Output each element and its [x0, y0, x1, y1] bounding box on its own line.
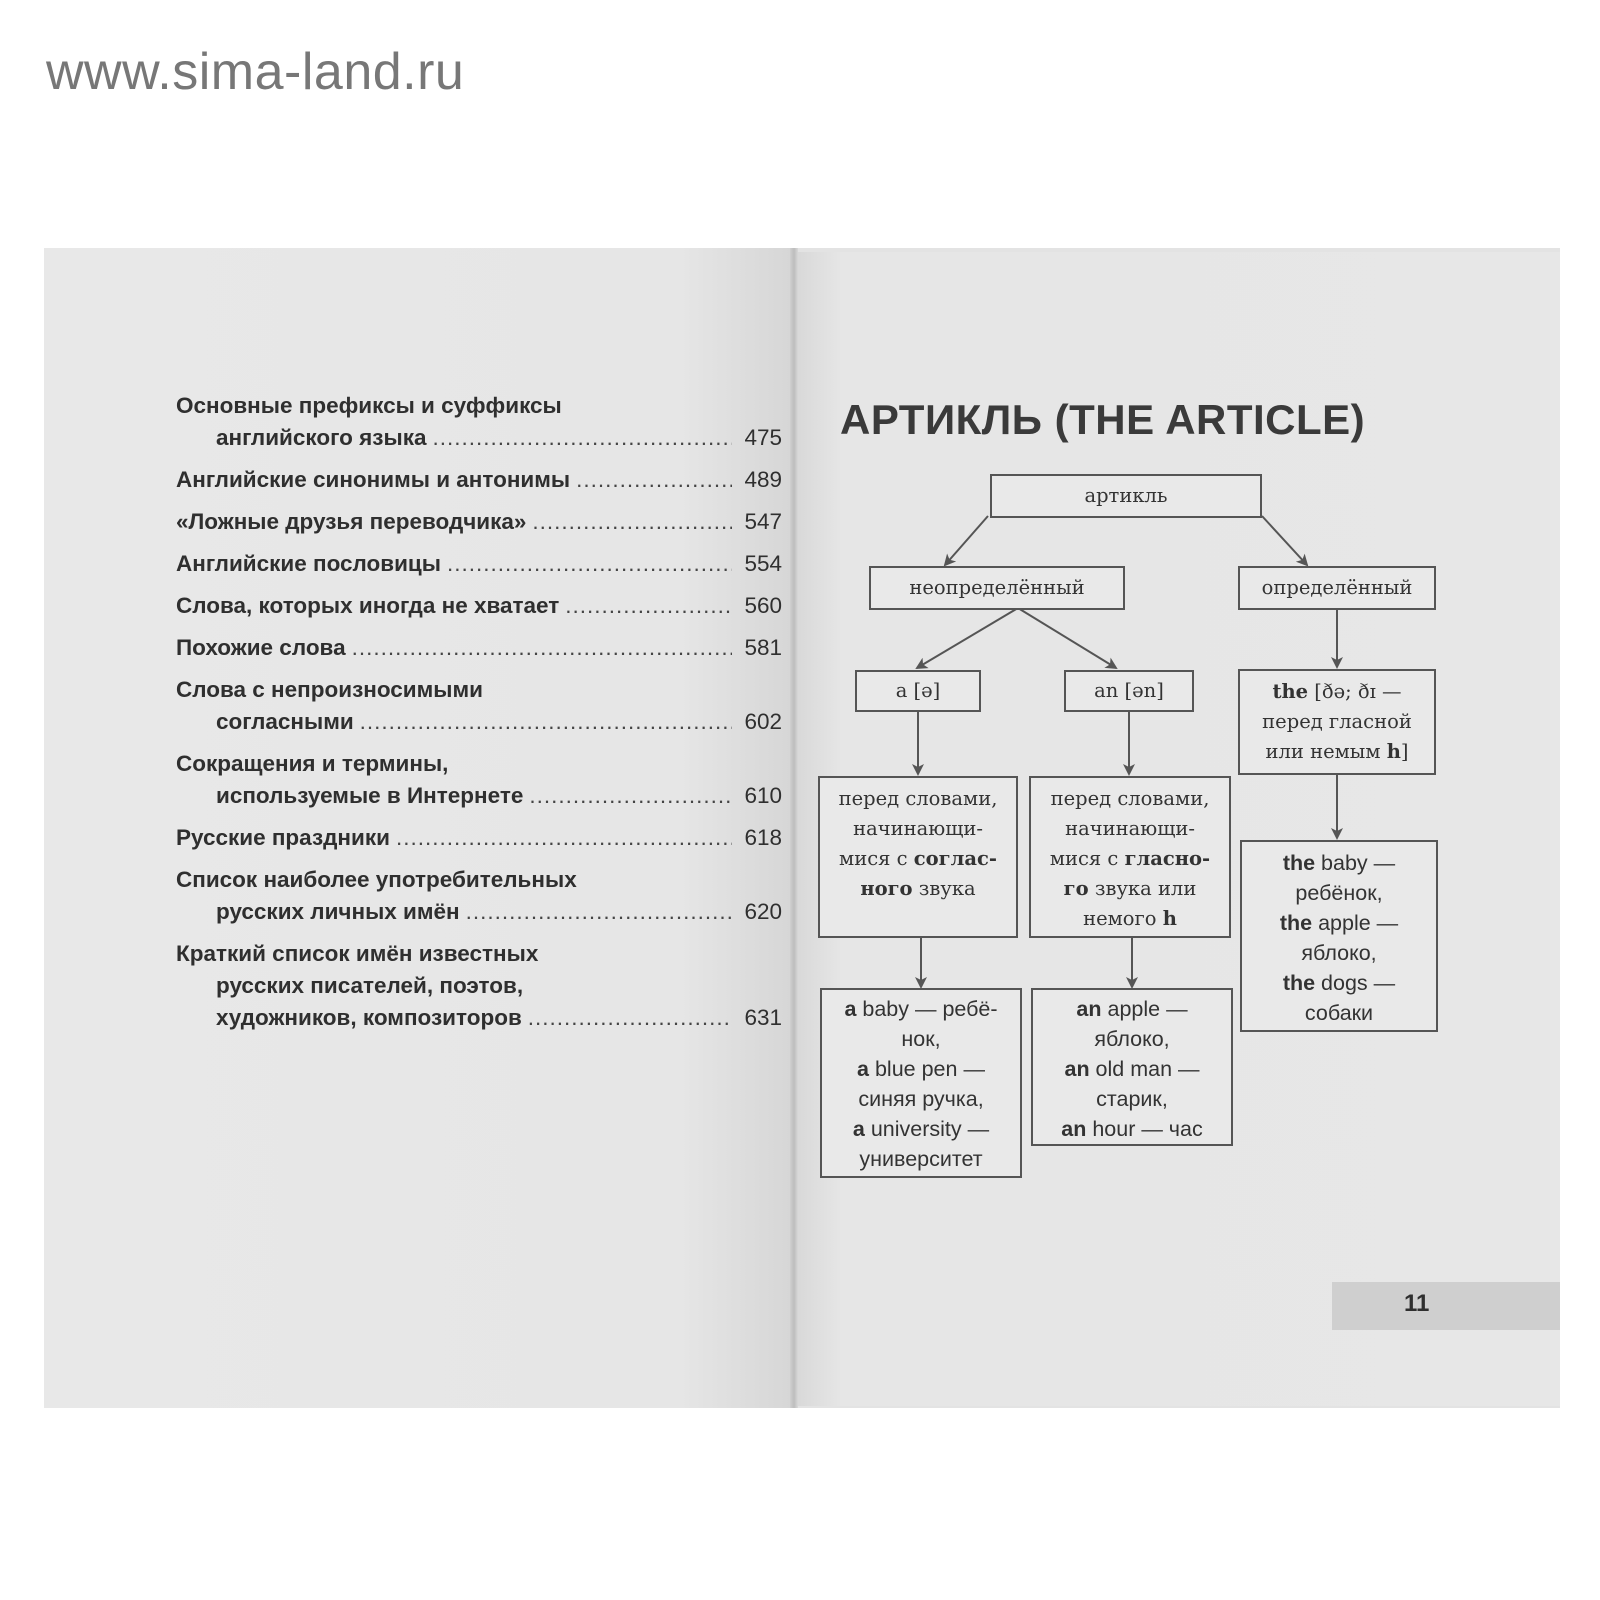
example-line	[822, 1144, 1020, 1174]
toc-entry-line	[176, 590, 782, 622]
a-rule-line3: мися с	[839, 847, 914, 870]
example-text: собаки	[1304, 1001, 1374, 1025]
the-form-article: the	[1272, 680, 1309, 703]
toc-entry-line	[176, 506, 782, 538]
example-article: an	[1061, 1117, 1087, 1141]
example-line	[1242, 848, 1436, 878]
example-line	[1242, 998, 1436, 1028]
toc-entry-title: английского языка	[216, 425, 427, 450]
example-text: яблоко,	[1301, 941, 1377, 965]
toc-entry-title: русских личных имён	[216, 899, 460, 924]
table-of-contents	[176, 390, 782, 1044]
book-spine	[790, 248, 798, 1408]
toc-leader-dots	[565, 590, 732, 622]
node-an-examples	[1031, 988, 1233, 1146]
toc-entry-line	[176, 464, 782, 496]
a-rule-line1: перед словами,	[838, 787, 998, 810]
example-line	[822, 1084, 1020, 1114]
an-rule-line5: немого	[1083, 907, 1163, 930]
example-line	[1033, 1084, 1231, 1114]
example-article: the	[1279, 911, 1313, 935]
toc-entry	[176, 864, 782, 928]
toc-entry-line	[176, 422, 782, 454]
page-number: 11	[1404, 1290, 1430, 1317]
an-rule-line4-bold: го	[1063, 877, 1089, 900]
toc-page-number: 620	[744, 899, 782, 924]
example-line	[822, 1054, 1020, 1084]
toc-entry-title: Слова, которых иногда не хватает	[176, 593, 560, 618]
toc-entry-line	[176, 548, 782, 580]
node-definite	[1238, 566, 1436, 610]
example-text: baby — ребё-	[856, 997, 998, 1021]
node-an-form	[1064, 670, 1194, 712]
toc-entry	[176, 506, 782, 538]
toc-page-number: 489	[744, 467, 782, 492]
the-form-h: h	[1386, 740, 1401, 763]
toc-entry-title: Слова с непроизносимыми	[176, 677, 483, 702]
toc-entry-title: «Ложные друзья переводчика»	[176, 509, 527, 534]
an-rule-line3-bold: гласно-	[1124, 847, 1211, 870]
toc-entry-line	[176, 1002, 782, 1034]
toc-entry-title: Английские синонимы и антонимы	[176, 467, 571, 492]
toc-entry-title: согласными	[216, 709, 354, 734]
example-article: an	[1064, 1057, 1090, 1081]
the-form-bracket: ]	[1400, 740, 1409, 763]
node-the-examples	[1240, 840, 1438, 1032]
toc-leader-dots	[532, 506, 732, 538]
toc-leader-dots	[360, 706, 732, 738]
toc-leader-dots	[447, 548, 732, 580]
example-line	[822, 1024, 1020, 1054]
a-rule-line4-bold: ного	[860, 877, 913, 900]
toc-entry	[176, 748, 782, 812]
example-line	[1242, 908, 1436, 938]
toc-entry-title: Основные префиксы и суффиксы	[176, 393, 562, 418]
example-text: baby —	[1315, 851, 1396, 875]
example-line	[1242, 938, 1436, 968]
page-title: АРТИКЛЬ (THE ARTICLE)	[840, 396, 1366, 443]
example-line	[1033, 1114, 1231, 1144]
example-text: университет	[859, 1147, 983, 1171]
example-text: blue pen —	[869, 1057, 985, 1081]
example-line	[1033, 1024, 1231, 1054]
toc-page-number: 581	[744, 635, 782, 660]
example-article: the	[1282, 851, 1316, 875]
example-line	[1242, 878, 1436, 908]
toc-page-number: 560	[744, 593, 782, 618]
example-text: яблоко,	[1094, 1027, 1170, 1051]
node-the-form	[1238, 669, 1436, 775]
toc-page-number: 618	[744, 825, 782, 850]
toc-entry-title: Сокращения и термины,	[176, 751, 449, 776]
toc-page-number: 547	[744, 509, 782, 534]
toc-entry	[176, 464, 782, 496]
an-rule-line1: перед словами,	[1050, 787, 1210, 810]
toc-entry-title: Русские праздники	[176, 825, 390, 850]
toc-entry	[176, 674, 782, 738]
toc-entry-title: русских писателей, поэтов,	[216, 973, 524, 998]
example-text: apple —	[1101, 997, 1188, 1021]
watermark-url: www.sima-land.ru	[46, 43, 465, 101]
node-a-examples	[820, 988, 1022, 1178]
toc-entry-title: Краткий список имён известных	[176, 941, 539, 966]
example-article: an	[1076, 997, 1102, 1021]
toc-entry	[176, 548, 782, 580]
example-text: ребёнок,	[1295, 881, 1383, 905]
node-a-form	[855, 670, 981, 712]
example-text: dogs —	[1315, 971, 1396, 995]
example-article: a	[857, 1057, 869, 1081]
example-text: university —	[864, 1117, 990, 1141]
node-a-form-label: a [ə]	[895, 679, 941, 702]
node-definite-label: определённый	[1261, 576, 1413, 599]
example-line	[1242, 968, 1436, 998]
toc-entry-title: используемые в Интернете	[216, 783, 524, 808]
toc-entry-line	[176, 780, 782, 812]
example-article: the	[1282, 971, 1316, 995]
example-article: a	[844, 997, 857, 1021]
example-text: apple —	[1312, 911, 1399, 935]
toc-entry	[176, 590, 782, 622]
toc-entry	[176, 822, 782, 854]
toc-leader-dots	[466, 896, 732, 928]
a-rule-line2: начинающи-	[853, 817, 983, 840]
toc-page-number: 554	[744, 551, 782, 576]
node-indefinite-label: неопределённый	[909, 576, 1085, 599]
toc-entry-title: художников, композиторов	[216, 1005, 522, 1030]
node-a-rule	[818, 776, 1018, 938]
example-line	[1033, 1054, 1231, 1084]
the-form-line3: или немым	[1265, 740, 1387, 763]
toc-entry	[176, 632, 782, 664]
toc-leader-dots	[352, 632, 732, 664]
node-indefinite	[869, 566, 1125, 610]
toc-page-number: 602	[744, 709, 782, 734]
an-rule-line4: звука или	[1088, 877, 1197, 900]
toc-leader-dots	[576, 464, 732, 496]
example-text: нок,	[901, 1027, 941, 1051]
node-an-rule	[1029, 776, 1231, 938]
an-rule-line2: начинающи-	[1065, 817, 1195, 840]
the-form-line2: перед гласной	[1262, 710, 1412, 733]
example-article: a	[852, 1117, 865, 1141]
an-rule-line5-bold: h	[1162, 907, 1177, 930]
example-text: hour — час	[1086, 1117, 1203, 1141]
an-rule-line3: мися с	[1049, 847, 1125, 870]
example-line	[1033, 994, 1231, 1024]
the-form-text: [ðə; ðɪ —	[1308, 680, 1402, 703]
toc-leader-dots	[528, 1002, 732, 1034]
page-number-band	[1332, 1282, 1560, 1330]
toc-entry-line	[176, 822, 782, 854]
example-line	[822, 994, 1020, 1024]
a-rule-line3-bold: соглас-	[913, 847, 997, 870]
toc-page-number: 610	[744, 783, 782, 808]
example-text: old man —	[1089, 1057, 1200, 1081]
toc-entry-line	[176, 896, 782, 928]
toc-page-number: 475	[744, 425, 782, 450]
toc-page-number: 631	[744, 1005, 782, 1030]
example-text: старик,	[1096, 1087, 1168, 1111]
node-an-form-label: an [ən]	[1094, 679, 1164, 702]
toc-entry-line	[176, 632, 782, 664]
toc-leader-dots	[529, 780, 732, 812]
toc-entry	[176, 938, 782, 1034]
example-text: синяя ручка,	[858, 1087, 984, 1111]
node-article-label: артикль	[1084, 484, 1168, 507]
toc-entry-title: Английские пословицы	[176, 551, 441, 576]
a-rule-line4: звука	[912, 877, 976, 900]
toc-leader-dots	[432, 422, 732, 454]
toc-entry	[176, 390, 782, 454]
example-line	[822, 1114, 1020, 1144]
toc-entry-title: Список наиболее употребительных	[176, 867, 577, 892]
node-article	[990, 474, 1262, 518]
toc-entry-line	[176, 706, 782, 738]
toc-leader-dots	[396, 822, 732, 854]
toc-entry-title: Похожие слова	[176, 635, 346, 660]
